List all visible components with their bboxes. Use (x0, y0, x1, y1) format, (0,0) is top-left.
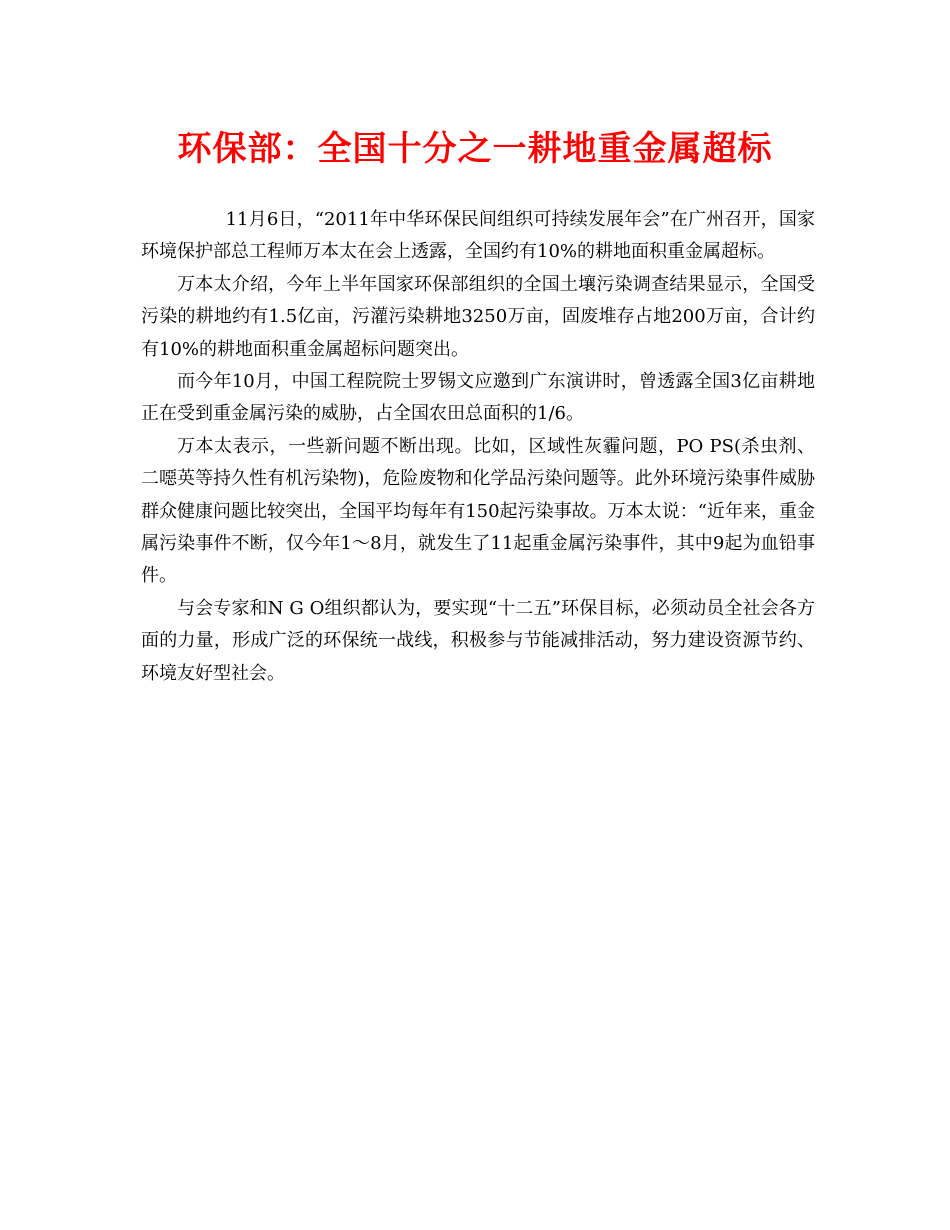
paragraph-2: 万本太介绍，今年上半年国家环保部组织的全国土壤污染调查结果显示，全国受污染的耕地约有1.5亿亩，污灌污染耕地3250万亩，固废堆存占地200万亩，合计约有10%的耕地面积重金属超标问题突出。 (141, 273, 815, 360)
paragraph-5: 与会专家和N G O组织都认为，要实现“十二五”环保目标，必须动员全社会各方面的力量，形成广泛的环保统一战线，积极参与节能减排活动，努力建设资源节约、环境友好型社会。 (141, 597, 815, 684)
page-title: 环保部：全国十分之一耕地重金属超标 (177, 129, 773, 169)
paragraph-3: 而今年10月，中国工程院院士罗锡文应邀到广东演讲时，曾透露全国3亿亩耕地正在受到重金属污染的威胁，占全国农田总面积的1/6。 (141, 371, 815, 425)
paragraph-1: 11月6日，“2011年中华环保民间组织可持续发展年会”在广州召开，国家环境保护部总工程师万本太在会上透露，全国约有10%的耕地面积重金属超标。 (141, 209, 815, 263)
paragraph-4: 万本太表示，一些新问题不断出现。比如，区域性灰霾问题，PO PS(杀虫剂、二噁英等持久性有机污染物)，危险废物和化学品污染问题等。此外环境污染事件威胁群众健康问题比较突出，全国平均每年有150起污染事故。万本太说：“近年来，重金属污染事件不断，仅今年1～8月，就发生了11起重金属污染事件，其中9起为血铅事件。 (141, 435, 815, 587)
article-body (141, 204, 815, 690)
